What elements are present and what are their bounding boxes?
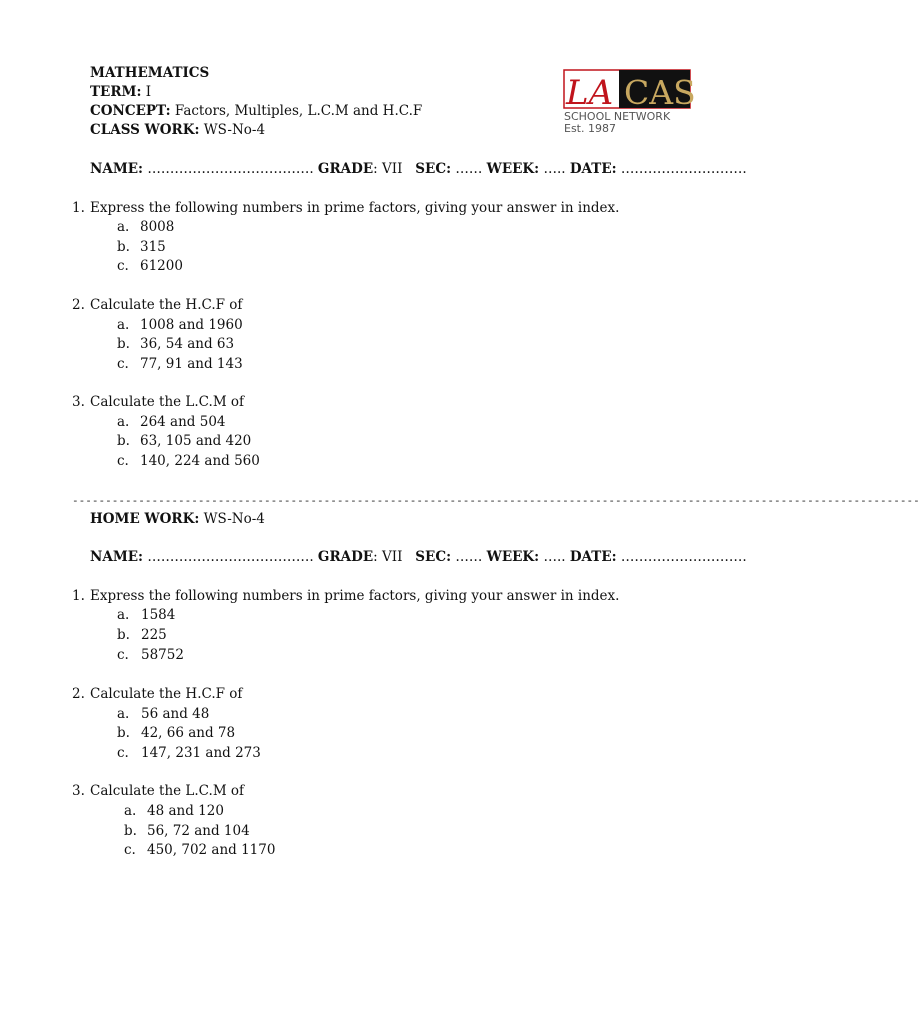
hw-q2c-text: 147, 231 and 273 bbox=[141, 745, 261, 761]
hw-q3-text: Calculate the L.C.M of bbox=[90, 783, 245, 799]
info-line-homework bbox=[90, 548, 747, 567]
cw-q3c-label: c. bbox=[117, 453, 129, 469]
date-label: DATE: bbox=[569, 161, 617, 177]
hw-q2a-text: 56 and 48 bbox=[141, 706, 210, 722]
hw-q2a-label: a. bbox=[117, 706, 130, 722]
hw-q2b-text: 42, 66 and 78 bbox=[141, 725, 236, 741]
cw-q1b-text: 315 bbox=[140, 239, 166, 255]
cw-q2a-label: a. bbox=[117, 317, 130, 333]
hw-q1-number: 1. bbox=[72, 588, 85, 604]
grade-label: GRADE bbox=[317, 161, 374, 177]
sec-blank: …… bbox=[455, 161, 483, 177]
week-blank: ….. bbox=[543, 549, 566, 565]
hw-q3-number: 3. bbox=[72, 783, 85, 799]
cw-q2-number: 2. bbox=[72, 297, 85, 313]
hw-q2-text: Calculate the H.C.F of bbox=[90, 686, 243, 702]
hw-q1a-label: a. bbox=[117, 607, 130, 623]
cw-q3a-text: 264 and 504 bbox=[140, 414, 226, 430]
cw-q1-number: 1. bbox=[72, 200, 85, 216]
term-value: I bbox=[145, 84, 152, 100]
logo-network: SCHOOL NETWORK bbox=[564, 110, 671, 123]
date-blank: ………………………. bbox=[620, 161, 747, 177]
name-blank: ………………………………. bbox=[147, 161, 314, 177]
classwork-value: WS-No-4 bbox=[203, 122, 266, 138]
hw-q1b-label: b. bbox=[117, 627, 130, 643]
week-blank: ….. bbox=[543, 161, 566, 177]
concept-value: Factors, Multiples, L.C.M and H.C.F bbox=[174, 103, 423, 119]
name-label: NAME: bbox=[90, 549, 144, 565]
grade-value: : VII bbox=[373, 549, 403, 565]
term-label: TERM: bbox=[90, 84, 142, 100]
cw-q3-text: Calculate the L.C.M of bbox=[90, 394, 245, 410]
cw-q3a-label: a. bbox=[117, 414, 130, 430]
concept-line bbox=[90, 102, 422, 121]
name-label: NAME: bbox=[90, 161, 144, 177]
cw-q2b-text: 36, 54 and 63 bbox=[140, 336, 235, 352]
subject-title: MATHEMATICS bbox=[90, 65, 210, 81]
hw-q1a-text: 1584 bbox=[141, 607, 176, 623]
hw-q3a-label: a. bbox=[124, 803, 137, 819]
hw-q1b-text: 225 bbox=[141, 627, 167, 643]
hw-q3c-label: c. bbox=[124, 842, 136, 858]
hw-q3b-text: 56, 72 and 104 bbox=[147, 823, 250, 839]
hw-q2c-label: c. bbox=[117, 745, 129, 761]
lacas-logo-icon bbox=[562, 68, 696, 136]
cw-q3b-text: 63, 105 and 420 bbox=[140, 433, 252, 449]
grade-label: GRADE bbox=[317, 549, 374, 565]
concept-label: CONCEPT: bbox=[90, 103, 171, 119]
section-divider: -------------------------------------------------------------------------------------------------------------------------------- bbox=[72, 494, 920, 507]
info-line-classwork bbox=[90, 160, 747, 179]
cw-q2c-text: 77, 91 and 143 bbox=[140, 356, 243, 372]
cw-q2c-label: c. bbox=[117, 356, 129, 372]
homework-line bbox=[90, 510, 265, 529]
cw-q3b-label: b. bbox=[117, 433, 130, 449]
sec-label: SEC: bbox=[415, 549, 452, 565]
sec-label: SEC: bbox=[415, 161, 452, 177]
hw-q2-number: 2. bbox=[72, 686, 85, 702]
homework-label: HOME WORK: bbox=[90, 511, 200, 527]
cw-q1a-text: 8008 bbox=[140, 219, 175, 235]
hw-q3b-label: b. bbox=[124, 823, 137, 839]
classwork-line bbox=[90, 121, 265, 140]
cw-q2-text: Calculate the H.C.F of bbox=[90, 297, 243, 313]
term-line bbox=[90, 83, 151, 102]
cw-q1c-label: c. bbox=[117, 258, 129, 274]
hw-q1-text: Express the following numbers in prime factors, giving your answer in index. bbox=[90, 588, 620, 604]
school-logo bbox=[562, 68, 696, 136]
hw-q3c-text: 450, 702 and 1170 bbox=[147, 842, 276, 858]
cw-q1b-label: b. bbox=[117, 239, 130, 255]
hw-q1c-text: 58752 bbox=[141, 647, 184, 663]
cw-q1a-label: a. bbox=[117, 219, 130, 235]
hw-q2b-label: b. bbox=[117, 725, 130, 741]
week-label: WEEK: bbox=[486, 161, 540, 177]
week-label: WEEK: bbox=[486, 549, 540, 565]
logo-text-la: LA bbox=[566, 73, 614, 113]
sec-blank: …… bbox=[455, 549, 483, 565]
logo-est: Est. 1987 bbox=[564, 122, 616, 135]
cw-q3c-text: 140, 224 and 560 bbox=[140, 453, 260, 469]
cw-q2b-label: b. bbox=[117, 336, 130, 352]
cw-q1-text: Express the following numbers in prime factors, giving your answer in index. bbox=[90, 200, 620, 216]
name-blank: ………………………………. bbox=[147, 549, 314, 565]
grade-value: : VII bbox=[373, 161, 403, 177]
hw-q1c-label: c. bbox=[117, 647, 129, 663]
hw-q3a-text: 48 and 120 bbox=[147, 803, 224, 819]
cw-q3-number: 3. bbox=[72, 394, 85, 410]
date-label: DATE: bbox=[569, 549, 617, 565]
homework-value: WS-No-4 bbox=[203, 511, 265, 527]
date-blank: ………………………. bbox=[620, 549, 747, 565]
classwork-label: CLASS WORK: bbox=[90, 122, 200, 138]
cw-q2a-text: 1008 and 1960 bbox=[140, 317, 243, 333]
cw-q1c-text: 61200 bbox=[140, 258, 183, 274]
logo-text-cas: CAS bbox=[624, 73, 696, 112]
